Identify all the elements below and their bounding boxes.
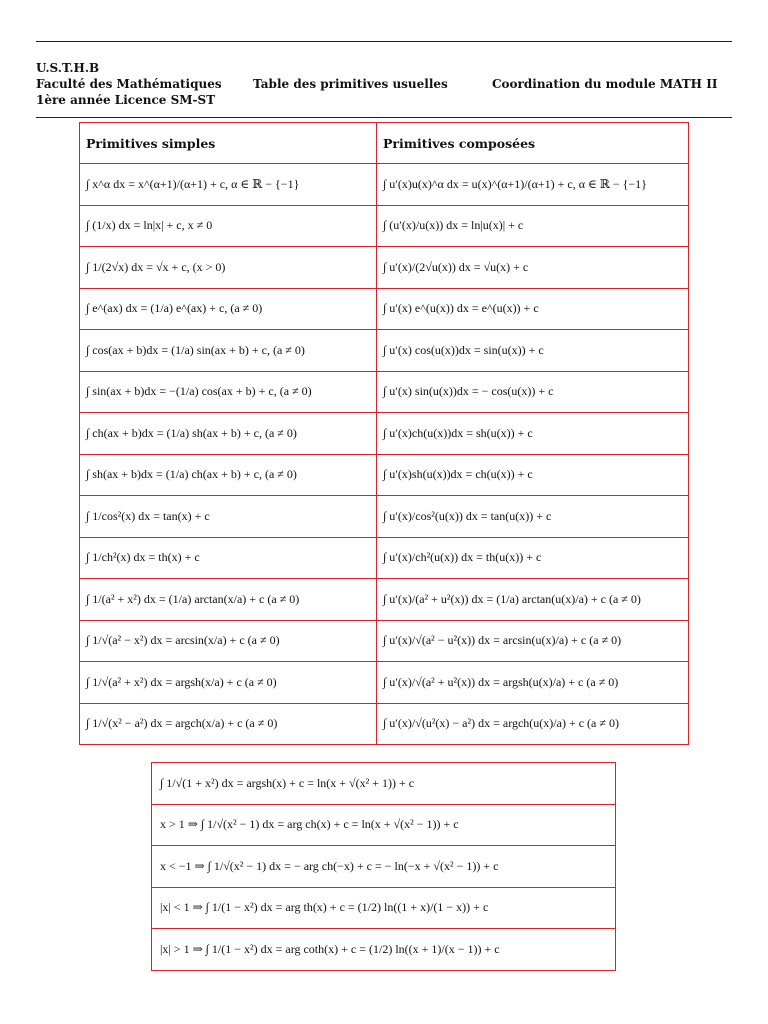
- formula-composed: ∫ u′(x) e^(u(x)) dx = e^(u(x)) + c: [377, 288, 689, 330]
- formula-composed: ∫ u′(x)/√(a² − u²(x)) dx = arcsin(u(x)/a) + c (a ≠ 0): [377, 620, 689, 662]
- table-row: [80, 330, 689, 372]
- header-left: [36, 60, 222, 108]
- formula-simple: ∫ sin(ax + b)dx = −(1/a) cos(ax + b) + c, (a ≠ 0): [80, 371, 377, 413]
- table-row: [80, 703, 689, 745]
- table-row: [152, 929, 616, 971]
- table-row: [80, 205, 689, 247]
- formula-simple: ∫ 1/(2√x) dx = √x + c, (x > 0): [80, 247, 377, 289]
- institution: U.S.T.H.B: [36, 61, 100, 75]
- formula-composed: ∫ (u′(x)/u(x)) dx = ln|u(x)| + c: [377, 205, 689, 247]
- formula-composed: ∫ u′(x)/ch²(u(x)) dx = th(u(x)) + c: [377, 537, 689, 579]
- column-header-composed: Primitives composées: [377, 123, 689, 164]
- table-row: [80, 247, 689, 289]
- column-header-simple: Primitives simples: [80, 123, 377, 164]
- primitives-table: [79, 122, 689, 745]
- table-row: [80, 288, 689, 330]
- formula-extra: ∫ 1/√(1 + x²) dx = argsh(x) + c = ln(x + √(x² + 1)) + c: [152, 763, 616, 805]
- formula-simple: ∫ e^(ax) dx = (1/a) e^(ax) + c, (a ≠ 0): [80, 288, 377, 330]
- table-row: [80, 371, 689, 413]
- table-row: [80, 537, 689, 579]
- formula-composed: ∫ u′(x)/√(a² + u²(x)) dx = argsh(u(x)/a) + c (a ≠ 0): [377, 662, 689, 704]
- formula-simple: ∫ (1/x) dx = ln|x| + c, x ≠ 0: [80, 205, 377, 247]
- formula-simple: ∫ ch(ax + b)dx = (1/a) sh(ax + b) + c, (a ≠ 0): [80, 413, 377, 455]
- formula-composed: ∫ u′(x)u(x)^α dx = u(x)^(α+1)/(α+1) + c, α ∈ ℝ − {−1}: [377, 164, 689, 206]
- formula-composed: ∫ u′(x)/(a² + u²(x)) dx = (1/a) arctan(u(x)/a) + c (a ≠ 0): [377, 579, 689, 621]
- table-row: [152, 846, 616, 888]
- table-row: [152, 887, 616, 929]
- top-rule: [36, 41, 732, 42]
- table-row: [80, 164, 689, 206]
- formula-simple: ∫ 1/(a² + x²) dx = (1/a) arctan(x/a) + c (a ≠ 0): [80, 579, 377, 621]
- formula-composed: ∫ u′(x) cos(u(x))dx = sin(u(x)) + c: [377, 330, 689, 372]
- document-title: Table des primitives usuelles: [253, 77, 448, 91]
- formula-extra: |x| < 1 ⇒ ∫ 1/(1 − x²) dx = arg th(x) + c = (1/2) ln((1 + x)/(1 − x)) + c: [152, 887, 616, 929]
- formula-simple: ∫ x^α dx = x^(α+1)/(α+1) + c, α ∈ ℝ − {−1}: [80, 164, 377, 206]
- formula-extra: |x| > 1 ⇒ ∫ 1/(1 − x²) dx = arg coth(x) + c = (1/2) ln((x + 1)/(x − 1)) + c: [152, 929, 616, 971]
- table-header-row: [80, 123, 689, 164]
- formula-simple: ∫ 1/√(a² + x²) dx = argsh(x/a) + c (a ≠ 0): [80, 662, 377, 704]
- table-row: [80, 413, 689, 455]
- table-row: [80, 579, 689, 621]
- formula-extra: x < −1 ⇒ ∫ 1/√(x² − 1) dx = − arg ch(−x) + c = − ln(−x + √(x² − 1)) + c: [152, 846, 616, 888]
- formula-extra: x > 1 ⇒ ∫ 1/√(x² − 1) dx = arg ch(x) + c = ln(x + √(x² − 1)) + c: [152, 804, 616, 846]
- coordination: Coordination du module MATH II: [492, 77, 718, 91]
- table-row: [152, 804, 616, 846]
- header-rule: [36, 117, 732, 118]
- year: 1ère année Licence SM-ST: [36, 93, 216, 107]
- table-row: [80, 620, 689, 662]
- formula-composed: ∫ u′(x)/√(u²(x) − a²) dx = argch(u(x)/a) + c (a ≠ 0): [377, 703, 689, 745]
- table-row: [80, 454, 689, 496]
- formula-composed: ∫ u′(x)/cos²(u(x)) dx = tan(u(x)) + c: [377, 496, 689, 538]
- formula-composed: ∫ u′(x)/(2√u(x)) dx = √u(x) + c: [377, 247, 689, 289]
- formula-composed: ∫ u′(x)sh(u(x))dx = ch(u(x)) + c: [377, 454, 689, 496]
- formula-composed: ∫ u′(x)ch(u(x))dx = sh(u(x)) + c: [377, 413, 689, 455]
- formula-simple: ∫ cos(ax + b)dx = (1/a) sin(ax + b) + c, (a ≠ 0): [80, 330, 377, 372]
- formula-simple: ∫ sh(ax + b)dx = (1/a) ch(ax + b) + c, (a ≠ 0): [80, 454, 377, 496]
- formula-composed: ∫ u′(x) sin(u(x))dx = − cos(u(x)) + c: [377, 371, 689, 413]
- formula-simple: ∫ 1/ch²(x) dx = th(x) + c: [80, 537, 377, 579]
- hyperbolic-primitives-table: [151, 762, 616, 971]
- faculty: Faculté des Mathématiques: [36, 77, 222, 91]
- formula-simple: ∫ 1/cos²(x) dx = tan(x) + c: [80, 496, 377, 538]
- table-row: [80, 496, 689, 538]
- table-row: [152, 763, 616, 805]
- formula-simple: ∫ 1/√(x² − a²) dx = argch(x/a) + c (a ≠ 0): [80, 703, 377, 745]
- formula-simple: ∫ 1/√(a² − x²) dx = arcsin(x/a) + c (a ≠ 0): [80, 620, 377, 662]
- table-row: [80, 662, 689, 704]
